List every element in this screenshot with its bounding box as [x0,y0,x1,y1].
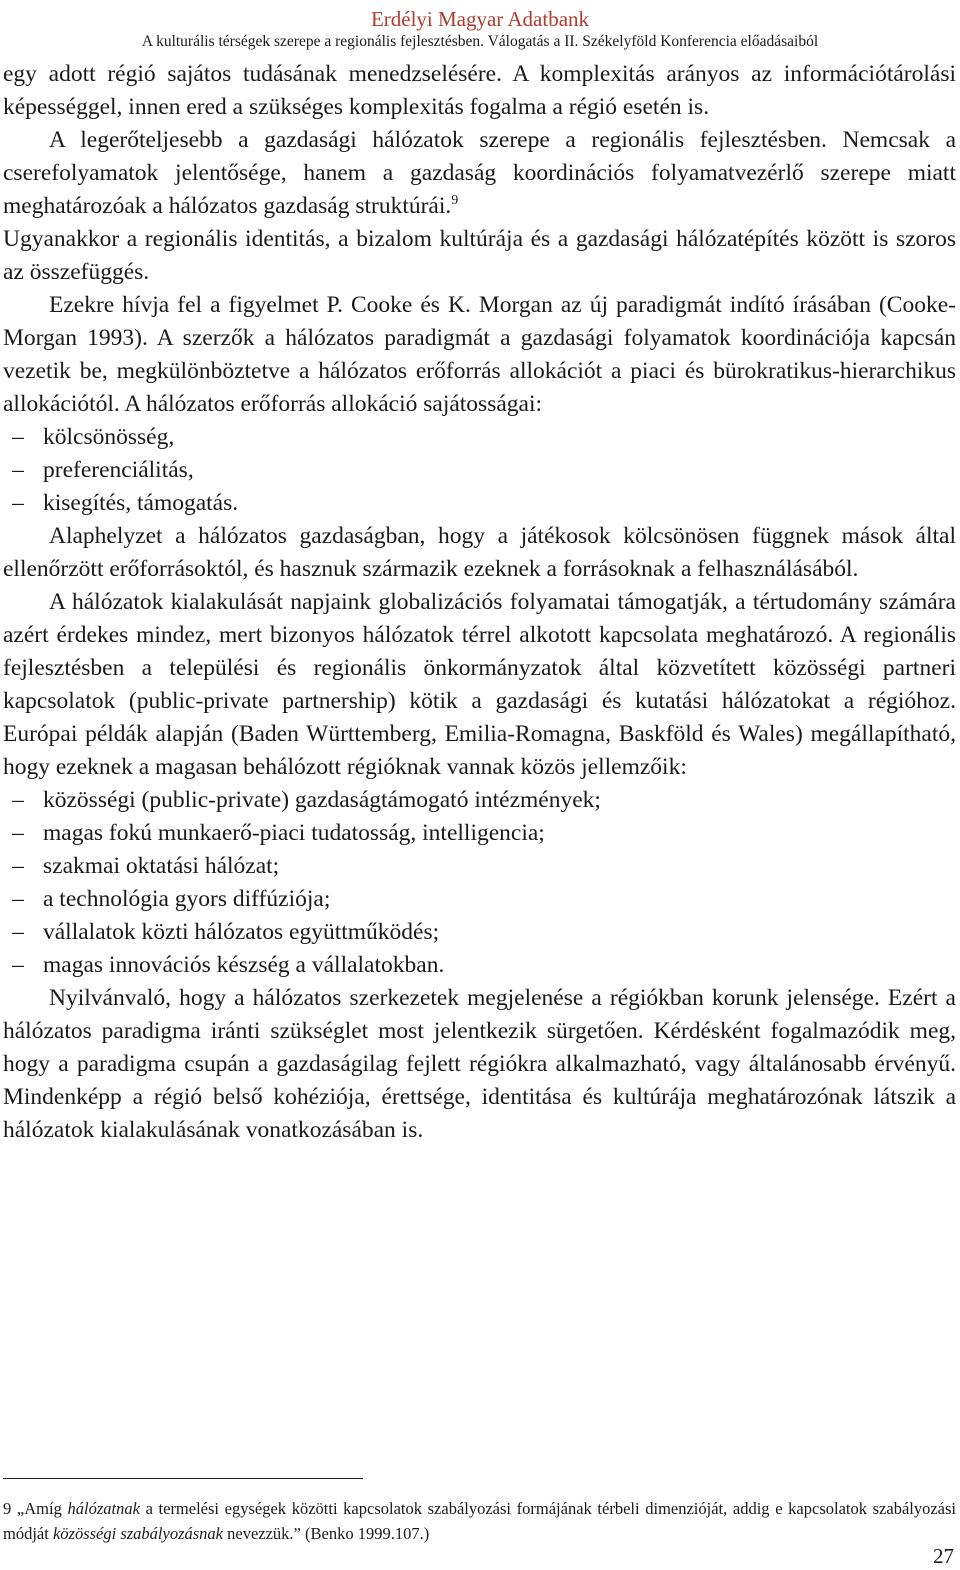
paragraph-2 [3,124,956,223]
list-item: – a technológia gyors diffúziója; [43,883,956,916]
footnote [3,1496,956,1546]
footnote-italic-2: közösségi szabályozásnak [52,1524,223,1543]
region-characteristics-list [3,784,956,982]
list-item: – kisegítés, támogatás. [43,487,956,520]
allocation-features-list [3,421,956,520]
footnote-number: 9 [3,1499,12,1518]
site-title: Erdélyi Magyar Adatbank [370,7,590,31]
footnote-text-3: nevezzük.” (Benko 1999.107.) [227,1524,430,1543]
paragraph-6: Nyilvánvaló, hogy a hálózatos szerkezetek megjelenése a régiókban korunk jelensége. Ezért a hálózatos paradigma iránti szükséglet most jelentkezik sürgetően. Kérdésként fogalmazódik meg, hogy a paradigma csupán a gazdaságilag fejlett régiókra alkalmazható, vagy általánosabb érvényű. Mindenképp a régió belső kohéziója, érettsége, identitása és kultúrája meghatározónak látszik a hálózatok kialakulásának vonatkozásában is. [3,985,956,1143]
list-item: – vállalatok közti hálózatos együttműködés; [43,916,956,949]
paragraph-1: egy adott régió sajátos tudásának menedzselésére. A komplexitás arányos az információtárolási képességgel, innen ered a szükséges komplexitás fogalma a régió esetén is. [3,61,956,120]
list-item: – közösségi (public-private) gazdaságtámogató intézmények; [43,784,956,817]
publication-subtitle: A kulturális térségek szerepe a regionális fejlesztésben. Válogatás a II. Székelyföld Konferencia előadásaiból [141,33,819,50]
page-number: 27 [933,1544,954,1568]
page-header [0,6,960,52]
list-item: – preferenciálitás, [43,454,956,487]
footnote-italic-1: hálózatnak [67,1499,140,1518]
footnote-divider [3,1478,363,1479]
paragraph-3: Ezekre hívja fel a figyelmet P. Cooke és K. Morgan az új paradigmát indító írásában (Cooke-Morgan 1993). A szerzők a hálózatos paradigmát a gazdasági folyamatok koordinációja kapcsán vezetik be, megkülönböztetve a hálózatos erőforrás allokációt a piaci és bürokratikus-hierarchikus allokációtól. A hálózatos erőforrás allokáció sajátosságai: [3,292,956,417]
paragraph-4: Alaphelyzet a hálózatos gazdaságban, hogy a játékosok kölcsönösen függnek mások által ellenőrzött erőforrásoktól, és hasznuk származik ezeknek a forrásoknak a felhasználásából. [3,523,956,582]
footnote-reference[interactable]: 9 [451,193,459,208]
article-body [3,58,956,1147]
list-item: – szakmai oktatási hálózat; [43,850,956,883]
paragraph-2b: Ugyanakkor a regionális identitás, a bizalom kultúrája és a gazdasági hálózatépítés között is szoros az összefüggés. [3,226,956,285]
paragraph-2-text: A legerőteljesebb a gazdasági hálózatok szerepe a regionális fejlesztésben. Nemcsak a cserefolyamatok jelentősége, hanem a gazdaság koordinációs folyamatvezérlő szerepe miatt meghatározóak a hálózatos gazdaság struktúrái. [3,127,956,219]
footnote-text-2: a termelési egységek közötti kapcsolatok szabályozási formájának térbeli dimenzióját, addig e kapcsolatok szabályozási módját [3,1499,957,1543]
list-item: – magas innovációs készség a vállalatokban. [43,949,956,982]
list-item: – magas fokú munkaerő-piaci tudatosság, intelligencia; [43,817,956,850]
list-item: – kölcsönösség, [43,421,956,454]
paragraph-5: A hálózatok kialakulását napjaink globalizációs folyamatai támogatják, a tértudomány számára azért érdekes mindez, mert bizonyos hálózatok térrel alkotott kapcsolata meghatározó. A regionális fejlesztésben a települési és regionális önkormányzatok által közvetített közösségi partneri kapcsolatok (public-private partnership) kötik a gazdasági és kutatási hálózatokat a régióhoz. Európai példák alapján (Baden Württemberg, Emilia-Romagna, Baskföld és Wales) megállapítható, hogy ezeknek a magasan behálózott régióknak vannak közös jellemzőik: [3,589,956,780]
footnote-text-1: „Amíg [16,1499,62,1518]
